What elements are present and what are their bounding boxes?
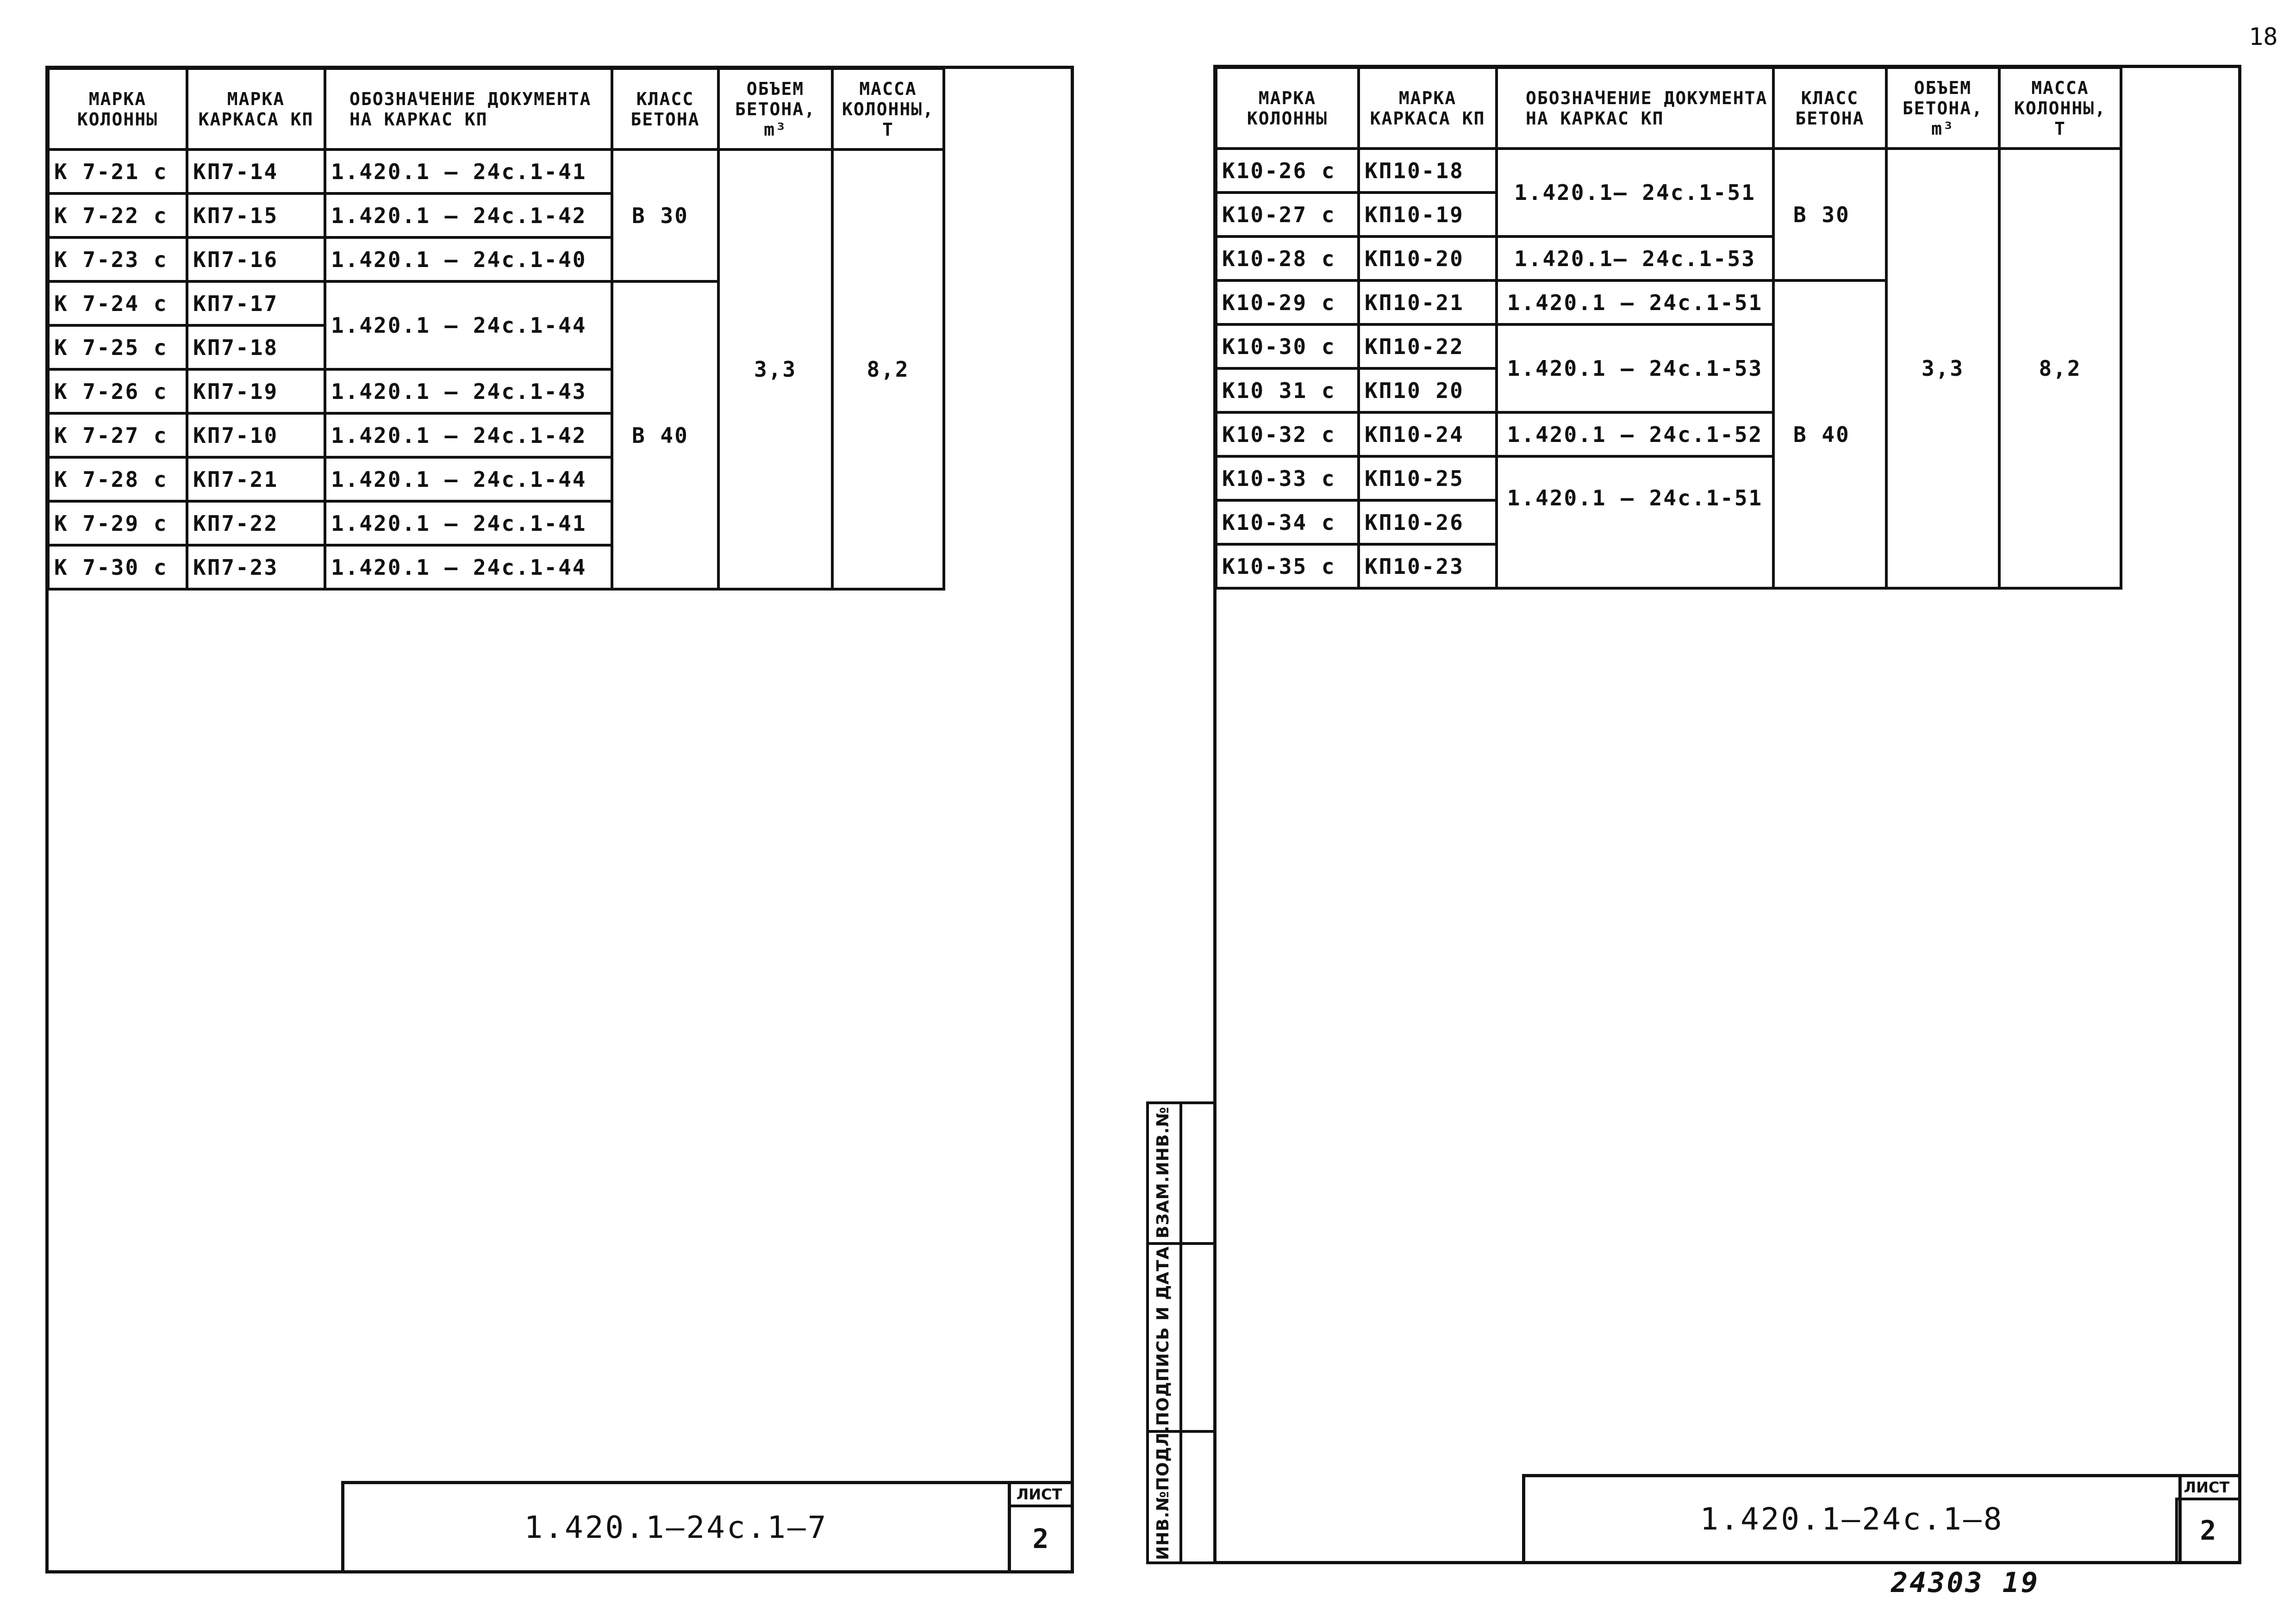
cell-document: 1.420.1 – 24с.1-40 (325, 237, 612, 281)
cell-frame-mark: КП7-23 (187, 545, 325, 589)
cell-document: 1.420.1 – 24с.1-44 (325, 457, 612, 501)
left-title-block (341, 1481, 1074, 1573)
cell-mass: 8,2 (832, 149, 944, 589)
right-document-code: 1.420.1–24с.1–8 (1525, 1477, 2182, 1561)
cell-column-mark: К10-27 с (1216, 193, 1359, 236)
cell-column-mark: К 7-23 с (48, 237, 187, 281)
header-column-mark: МАРКА КОЛОННЫ (48, 68, 187, 149)
cell-class-b30: В 30 (1773, 149, 1886, 280)
cell-frame-mark: КП7-19 (187, 369, 325, 413)
cell-document: 1.420.1 – 24с.1-41 (325, 501, 612, 545)
cell-column-mark: К 7-22 с (48, 193, 187, 237)
header-document: ОБОЗНАЧЕНИЕ ДОКУМЕНТА НА КАРКАС КП (325, 68, 612, 149)
cell-mass: 8,2 (1999, 149, 2121, 588)
cell-column-mark: К10-26 с (1216, 149, 1359, 193)
cell-document: 1.420.1 – 24с.1-44 (325, 281, 612, 369)
cell-frame-mark: КП7-16 (187, 237, 325, 281)
header-concrete-volume: ОБЪЕМ БЕТОНА, m³ (718, 68, 832, 149)
cell-column-mark: К10-30 с (1216, 324, 1359, 368)
cell-column-mark: К 7-29 с (48, 501, 187, 545)
header-column-mark: МАРКА КОЛОННЫ (1216, 68, 1359, 149)
cell-frame-mark: КП10-19 (1359, 193, 1497, 236)
left-spec-table (47, 67, 945, 591)
cell-column-mark: К 7-24 с (48, 281, 187, 325)
left-sheet-label: ЛИСТ (1008, 1484, 1071, 1507)
cell-column-mark: К10-29 с (1216, 280, 1359, 324)
cell-column-mark: К10-34 с (1216, 500, 1359, 544)
cell-column-mark: К10-35 с (1216, 544, 1359, 588)
header-column-mass: МАССА КОЛОННЫ, Т (1999, 68, 2121, 149)
cell-frame-mark: КП7-14 (187, 149, 325, 193)
cell-frame-mark: КП7-17 (187, 281, 325, 325)
cell-column-mark: К10-32 с (1216, 412, 1359, 456)
cell-column-mark: К 7-30 с (48, 545, 187, 589)
cell-frame-mark: КП7-22 (187, 501, 325, 545)
side-stamp-divider (1179, 1104, 1182, 1562)
side-stamp-sign-date: ПОДПИСЬ И ДАТА (1154, 1246, 1173, 1426)
cell-frame-mark: КП10 20 (1359, 368, 1497, 412)
right-title-block (1522, 1474, 2241, 1564)
cell-document: 1.420.1 – 24с.1-41 (325, 149, 612, 193)
left-sheet-number: 2 (1008, 1507, 1071, 1570)
archive-number: 24303 19 (1891, 1567, 2040, 1599)
side-stamp (1146, 1101, 1216, 1564)
header-document: ОБОЗНАЧЕНИЕ ДОКУМЕНТА НА КАРКАС КП (1497, 68, 1773, 149)
cell-frame-mark: КП10-20 (1359, 236, 1497, 280)
cell-frame-mark: КП10-22 (1359, 324, 1497, 368)
cell-volume: 3,3 (718, 149, 832, 589)
cell-document: 1.420.1 – 24с.1-53 (1497, 324, 1773, 412)
cell-document: 1.420.1 – 24с.1-42 (325, 413, 612, 457)
header-concrete-class: КЛАСС БЕТОНА (612, 68, 718, 149)
cell-frame-mark: КП7-10 (187, 413, 325, 457)
cell-column-mark: К 7-28 с (48, 457, 187, 501)
cell-frame-mark: КП10-26 (1359, 500, 1497, 544)
right-sheet-number: 2 (2175, 1500, 2238, 1561)
cell-column-mark: К10-28 с (1216, 236, 1359, 280)
side-stamp-inv-orig: ИНВ.№ПОДЛ. (1154, 1425, 1173, 1560)
cell-document: 1.420.1 – 24с.1-51 (1497, 456, 1773, 588)
header-column-mass: МАССА КОЛОННЫ, Т (832, 68, 944, 149)
cell-frame-mark: КП10-25 (1359, 456, 1497, 500)
cell-frame-mark: КП10-24 (1359, 412, 1497, 456)
right-spec-table (1215, 66, 2122, 590)
cell-class-b40: В 40 (612, 281, 718, 589)
cell-volume: 3,3 (1886, 149, 1999, 588)
cell-column-mark: К10 31 с (1216, 368, 1359, 412)
cell-frame-mark: КП10-18 (1359, 149, 1497, 193)
cell-column-mark: К 7-26 с (48, 369, 187, 413)
cell-class-b40: В 40 (1773, 280, 1886, 588)
header-frame-mark: МАРКА КАРКАСА КП (1359, 68, 1497, 149)
right-sheet-label: ЛИСТ (2175, 1477, 2238, 1500)
cell-document: 1.420.1 – 24с.1-43 (325, 369, 612, 413)
cell-frame-mark: КП7-18 (187, 325, 325, 369)
cell-document: 1.420.1 – 24с.1-44 (325, 545, 612, 589)
cell-frame-mark: КП7-15 (187, 193, 325, 237)
cell-document: 1.420.1 – 24с.1-51 (1497, 280, 1773, 324)
header-concrete-volume: ОБЪЕМ БЕТОНА, m³ (1886, 68, 1999, 149)
side-stamp-replace-inv: ВЗАМ.ИНВ.№ (1154, 1106, 1173, 1238)
cell-document: 1.420.1 – 24с.1-42 (325, 193, 612, 237)
cell-frame-mark: КП10-21 (1359, 280, 1497, 324)
cell-document: 1.420.1– 24с.1-53 (1497, 236, 1773, 280)
header-concrete-class: КЛАСС БЕТОНА (1773, 68, 1886, 149)
cell-column-mark: К 7-25 с (48, 325, 187, 369)
page-number: 18 (2249, 23, 2278, 51)
left-document-code: 1.420.1–24с.1–7 (344, 1484, 1011, 1570)
cell-column-mark: К 7-21 с (48, 149, 187, 193)
cell-column-mark: К 7-27 с (48, 413, 187, 457)
cell-class-b30: В 30 (612, 149, 718, 281)
cell-frame-mark: КП10-23 (1359, 544, 1497, 588)
cell-document: 1.420.1 – 24с.1-52 (1497, 412, 1773, 456)
header-frame-mark: МАРКА КАРКАСА КП (187, 68, 325, 149)
cell-column-mark: К10-33 с (1216, 456, 1359, 500)
cell-frame-mark: КП7-21 (187, 457, 325, 501)
cell-document: 1.420.1– 24с.1-51 (1497, 149, 1773, 236)
